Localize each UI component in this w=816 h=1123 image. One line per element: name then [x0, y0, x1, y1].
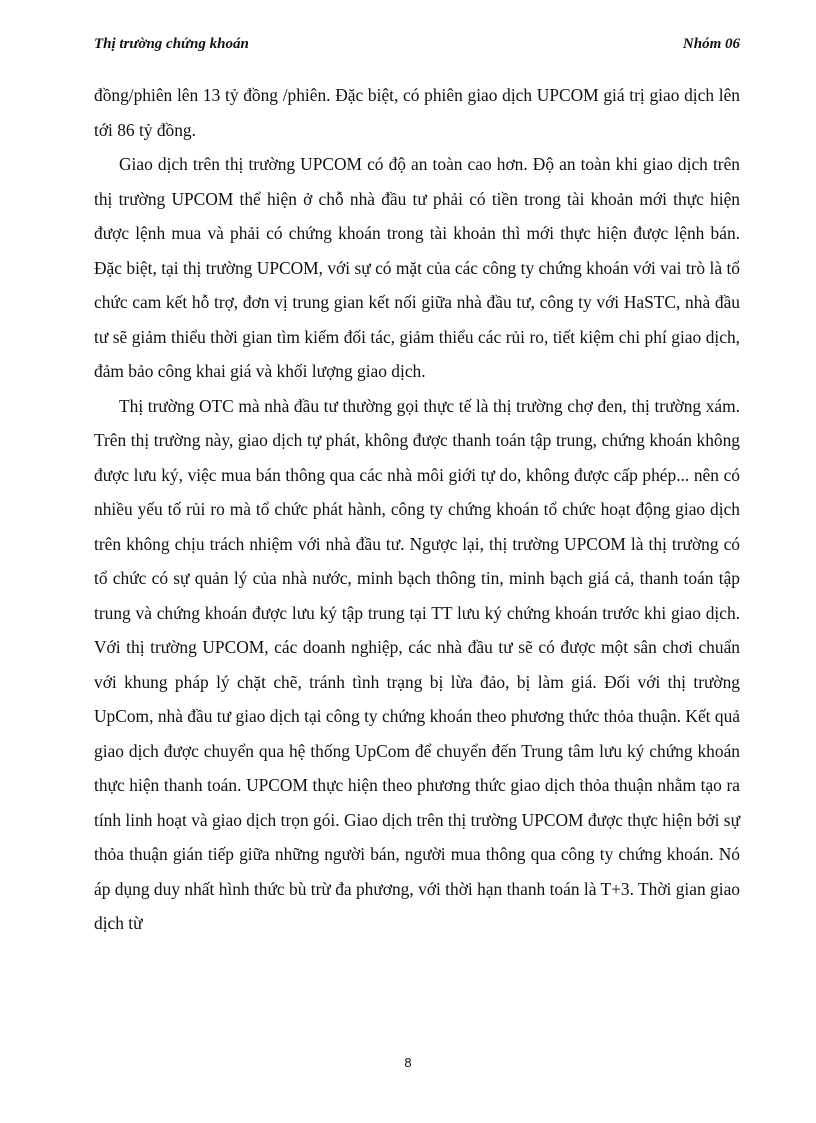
header-group-label: Nhóm 06 [682, 36, 740, 52]
paragraph-otc-vs-upcom: Thị trường OTC mà nhà đầu tư thường gọi thực tế là thị trường chợ đen, thị trường xám. Trên thị trường này, giao dịch tự phát, không được thanh toán tập trung, chứng khoán không được lưu ký, việc mua bán thông qua các nhà môi giới tự do, không được cấp phép... nên có nhiều yếu tố rủi ro mà tổ chức phát hành, công ty chứng khoán tổ chức hoạt động giao dịch trên không chịu trách nhiệm với nhà đầu tư. Ngược lại, thị trường UPCOM là thị trường có tổ chức có sự quản lý của nhà nước, minh bạch thông tin, minh bạch giá cả, thanh toán tập trung và chứng khoán được lưu ký tập trung tại TT lưu ký chứng khoán trước khi giao dịch. Với thị trường UPCOM, các doanh nghiệp, các nhà đầu tư sẽ có được một sân chơi chuẩn với khung pháp lý chặt chẽ, tránh tình trạng bị lừa đảo, bị làm giá. Đối với thị trường UpCom, nhà đầu tư giao dịch tại công ty chứng khoán theo phương thức thỏa thuận. Kết quả giao dịch được chuyển qua hệ thống UpCom để chuyển đến Trung tâm lưu ký chứng khoán thực hiện thanh toán. UPCOM thực hiện theo phương thức giao dịch thỏa thuận nhằm tạo ra tính linh hoạt và giao dịch trọn gói. Giao dịch trên thị trường UPCOM được thực hiện bởi sự thỏa thuận gián tiếp giữa những người bán, người mua thông qua công ty chứng khoán. Nó áp dụng duy nhất hình thức bù trừ đa phương, với thời hạn thanh toán là T+3. Thời gian giao dịch từ [94, 395, 740, 933]
page-number: 8 [404, 1055, 412, 1070]
header-divider [94, 62, 740, 63]
document-body [94, 78, 740, 941]
paragraph-continuation: đồng/phiên lên 13 tỷ đồng /phiên. Đặc biệt, có phiên giao dịch UPCOM giá trị giao dịch lên tới 86 tỷ đồng. [94, 85, 740, 140]
header-document-title: Thị trường chứng khoán [94, 36, 249, 52]
page-header [94, 36, 740, 56]
paragraph-upcom-safety: Giao dịch trên thị trường UPCOM có độ an toàn cao hơn. Độ an toàn khi giao dịch trên thị trường UPCOM thể hiện ở chỗ nhà đầu tư phải có tiền trong tài khoản mới thực hiện được lệnh mua và phải có chứng khoán trong tài khoản thì mới thực hiện được lệnh bán. Đặc biệt, tại thị trường UPCOM, với sự có mặt của các công ty chứng khoán với vai trò là tổ chức cam kết hỗ trợ, đơn vị trung gian kết nối giữa nhà đầu tư, công ty với HaSTC, nhà đầu tư sẽ giảm thiểu thời gian tìm kiếm đối tác, giảm thiểu các rủi ro, tiết kiệm chi phí giao dịch, đảm bảo công khai giá và khối lượng giao dịch. [94, 154, 740, 381]
